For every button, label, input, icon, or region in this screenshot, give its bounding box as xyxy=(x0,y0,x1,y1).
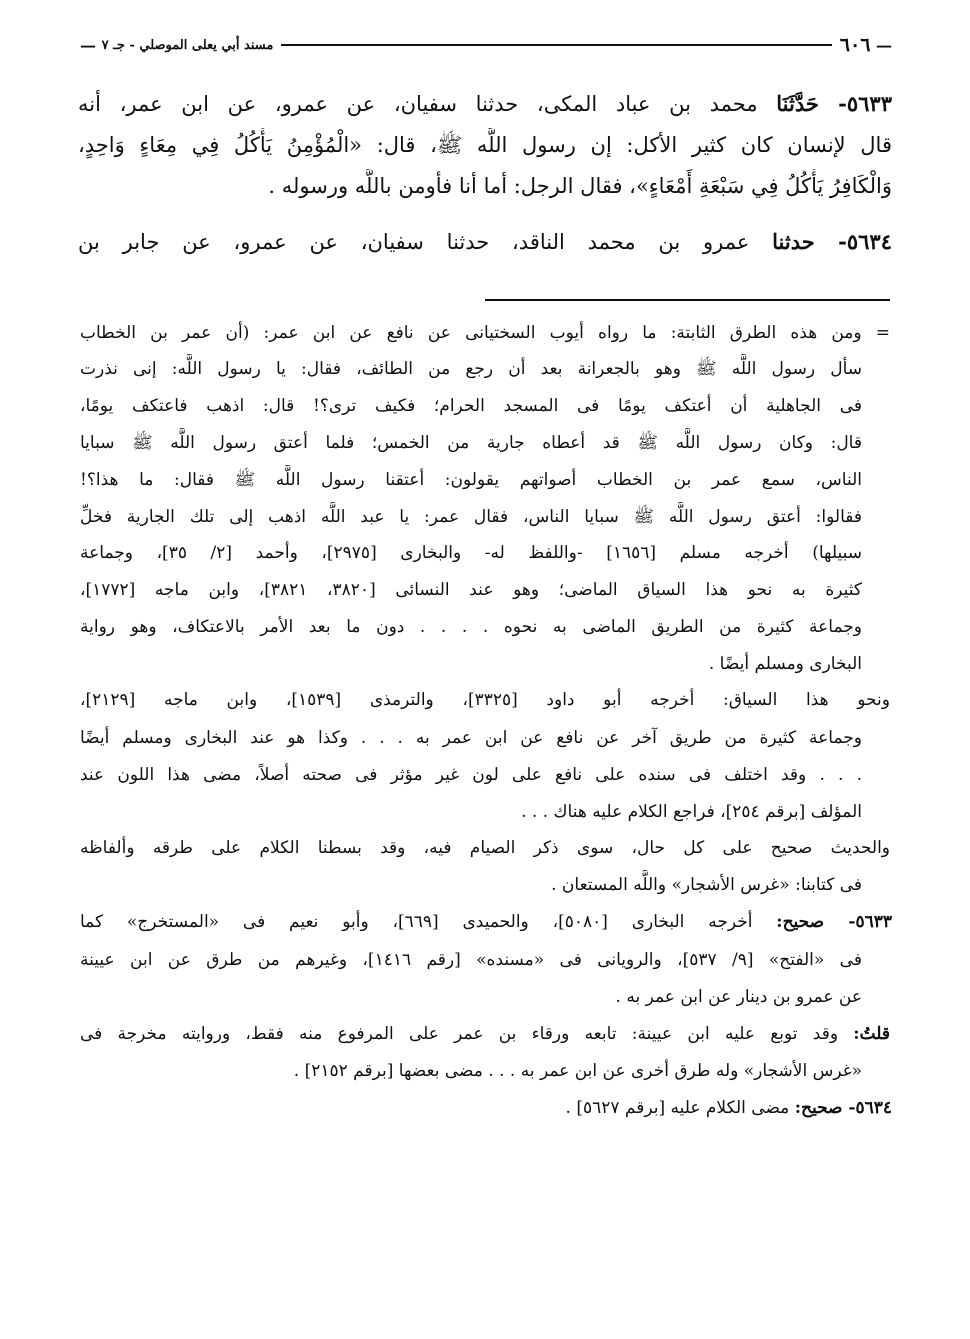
footnote-line xyxy=(80,612,862,642)
line-text: الناس، سمع عمر بن الخطاب أصواتهم يقولون: أعتقنا رسول اللَّه ﷺ فقال: ما هذا؟! xyxy=(80,470,862,490)
line-text: البخارى ومسلم أيضًا . xyxy=(708,654,862,674)
footnote-line xyxy=(80,318,890,348)
footnote-line xyxy=(80,354,862,384)
footnote-line xyxy=(80,502,862,532)
line-text: أخرجه البخارى [٥٠٨٠]، والحميدى [٦٦٩]، وأبو نعيم فى «المستخرج» كما xyxy=(80,912,777,932)
line-text: وجماعة كثيرة من طريق آخر عن نافع عن ابن عمر به . . . وكذا هو عند البخارى ومسلم أيضًا xyxy=(80,728,862,748)
line-text: والحديث صحيح على كل حال، سوى ذكر الصيام فيه، وقد بسطنا الكلام على طرقه وألفاظه xyxy=(80,838,890,858)
footnote-line xyxy=(80,833,890,863)
line-text: «غرس الأشجار» وله طرق أخرى عن ابن عمر به . . . مضى بعضها [برقم ٢١٥٢] . xyxy=(293,1061,862,1081)
page-number: ٦٠٦ xyxy=(839,34,871,56)
line-text: محمد بن عباد المكى، حدثنا سفيان، عن عمرو، عن ابن عمر، أنه xyxy=(78,92,777,116)
line-text: وجماعة كثيرة من الطريق الماضى به نحوه . . . . دون ما بعد الأمر بالاعتكاف، وهو رواية xyxy=(80,617,862,637)
line-text: وقد توبع عليه ابن عيينة: تابعه ورقاء بن عمر على المرفوع منه فقط، وروايته مخرجة فى xyxy=(80,1024,854,1044)
line-text: فى الجاهلية أن أعتكف يومًا فى المسجد الحرام؛ فكيف ترى؟! قال: اذهب فاعتكف يومًا، xyxy=(80,396,862,416)
footnote-line xyxy=(80,649,862,679)
footnote-line xyxy=(80,465,862,495)
running-header: — ٦٠٦ مسند أبي يعلى الموصلي - جـ ٧ — xyxy=(80,34,892,56)
main-text-line xyxy=(78,225,892,259)
footnote-line xyxy=(80,907,892,937)
line-text: فى كتابنا: «غرس الأشجار» واللَّه المستعان . xyxy=(551,875,862,895)
main-text-line xyxy=(78,87,892,121)
line-text: وَالْكَافِرُ يَأْكُلُ فِي سَبْعَةِ أَمْعَاءٍ»، فقال الرجل: أما أنا فأومن باللَّه ورسوله . xyxy=(268,174,892,198)
main-text-line xyxy=(78,128,892,162)
line-text: عن عمرو بن دينار عن ابن عمر به . xyxy=(615,987,862,1007)
footnote-line xyxy=(80,760,862,790)
footnote-line xyxy=(80,1019,890,1049)
footnote-label: ٥٦٣٤- صحيح: xyxy=(794,1098,892,1118)
book-title: مسند أبي يعلى الموصلي - جـ ٧ xyxy=(101,37,274,53)
line-text: سبيلها) أخرجه مسلم [١٦٥٦] -واللفظ له- والبخارى [٢٩٧٥]، وأحمد [٢/ ٣٥]، وجماعة xyxy=(80,543,862,563)
footnote-label: قلتُ: xyxy=(853,1024,890,1044)
footnote-line xyxy=(80,797,862,827)
line-text: المؤلف [برقم ٢٥٤]، فراجع الكلام عليه هناك . . . xyxy=(521,802,862,822)
footnote-line xyxy=(80,1093,892,1123)
line-text: فى «الفتح» [٩/ ٥٣٧]، والرويانى فى «مسنده» [رقم ١٤١٦]، وغيرهم من طرق عن ابن عيينة xyxy=(80,950,862,970)
footnote-line xyxy=(80,870,862,900)
header-rule xyxy=(281,44,831,46)
footnote-line xyxy=(80,685,890,715)
footnote-line xyxy=(80,575,862,605)
footnote-line xyxy=(80,428,862,458)
line-text: . . . وقد اختلف فى سنده على نافع على لون غير مؤثر فى صحته أصلاً، مضى هذا اللون عند xyxy=(80,765,862,785)
footnote-line xyxy=(80,945,862,975)
main-text-line xyxy=(78,169,892,203)
line-text: فقالوا: أعتق رسول اللَّه ﷺ سبايا الناس، فقال عمر: يا عبد اللَّه اذهب إلى تلك الجارية فخلِّ xyxy=(80,507,862,527)
line-text: قال: وكان رسول اللَّه ﷺ قد أعطاه جارية من الخمس؛ فلما أعتق رسول اللَّه ﷺ سبايا xyxy=(80,433,862,453)
line-text: سأل رسول اللَّه ﷺ وهو بالجعرانة بعد أن رجع من الطائف، فقال: يا رسول اللَّه: إنى نذرت xyxy=(80,359,862,379)
line-text: كثيرة به نحو هذا السياق الماضى؛ وهو عند النسائى [٣٨٢٠، ٣٨٢١]، وابن ماجه [١٧٧٢]، xyxy=(80,580,862,600)
footnote-line xyxy=(80,538,862,568)
footnote-line xyxy=(80,982,862,1012)
footnote-separator xyxy=(485,299,890,301)
hadith-number: ٥٦٣٣- حَدَّثَنَا xyxy=(776,91,892,116)
line-text: ونحو هذا السياق: أخرجه أبو داود [٣٣٢٥]، والترمذى [١٥٣٩]، وابن ماجه [٢١٢٩]، xyxy=(80,690,890,710)
footnote-label: ٥٦٣٣- صحيح: xyxy=(776,912,892,932)
line-text: مضى الكلام عليه [برقم ٥٦٢٧] . xyxy=(565,1098,795,1118)
line-text: عمرو بن محمد الناقد، حدثنا سفيان، عن عمرو، عن جابر بن xyxy=(78,230,773,254)
footnote-line xyxy=(80,723,862,753)
line-text: قال لإنسان كان كثير الأكل: إن رسول اللَّه ﷺ، قال: «الْمُؤْمِنُ يَأْكُلُ فِي مِعَاءٍ وَاحِدٍ، xyxy=(78,133,892,157)
footnote-line xyxy=(80,1056,862,1086)
footnote-line xyxy=(80,391,862,421)
hadith-number: ٥٦٣٤- حدثنا xyxy=(772,229,892,254)
line-text: = ومن هذه الطرق الثابتة: ما رواه أيوب السختيانى عن نافع عن ابن عمر: (أن عمر بن الخطاب xyxy=(80,323,890,343)
